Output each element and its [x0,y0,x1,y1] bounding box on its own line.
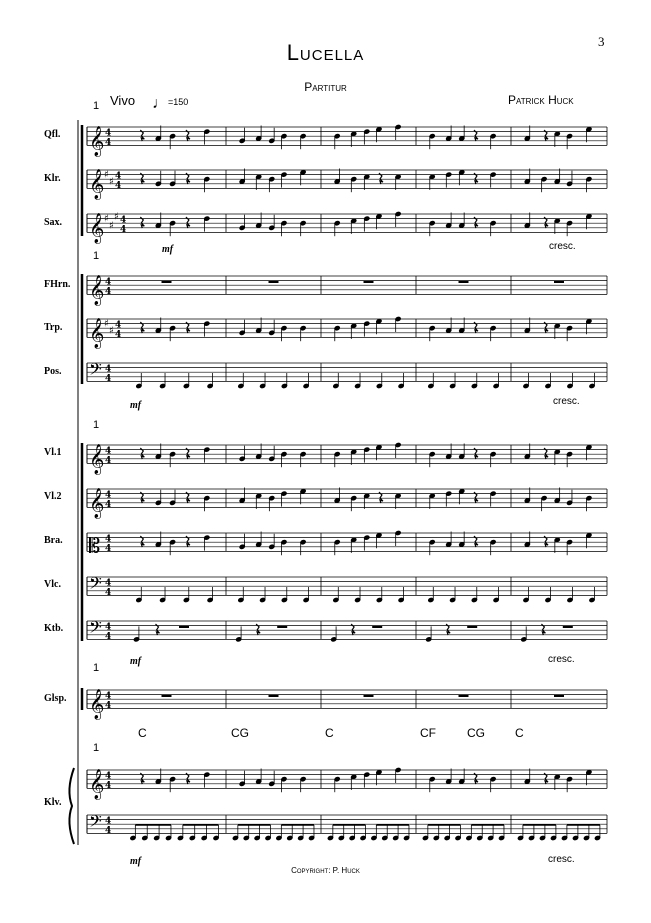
chord-symbol: CG [467,726,485,740]
whole-rest [364,695,374,697]
sharp-icon: ♯ [109,176,114,188]
whole-rest [269,695,279,697]
sharp-icon: ♯ [104,318,109,330]
sharp-icon: ♯ [104,169,109,181]
dynamic-marking: mf [130,656,142,667]
time-signature: 4 [105,137,112,148]
time-signature: 4 [105,825,112,836]
treble-clef-icon: 𝄞 [89,689,105,720]
whole-rest [563,626,573,628]
tempo-mark: ♩=150 [152,95,189,112]
time-signature: 4 [105,364,112,375]
time-signature: 4 [105,780,112,791]
bass-clef-icon: 𝄢 [89,616,102,641]
quarter-note-icon: ♩ [152,95,168,112]
whole-rest [162,281,172,283]
chord-symbol: C [515,726,524,740]
measure-number: 1 [93,742,100,754]
sharp-icon: ♯ [104,213,109,225]
time-signature: 4 [105,631,112,642]
time-signature: 4 [105,816,112,827]
instrument-name-flute: Qfl. [44,129,61,140]
instrument-name-clarinet: Klr. [44,173,61,184]
measure-number: 1 [93,662,100,674]
time-signature: 4 [105,373,112,384]
time-signature: 4 [105,700,112,711]
chord-symbol: C [138,726,147,740]
bass-clef-icon: 𝄢 [89,810,102,835]
cresc-marking: cresc. [549,241,576,252]
cresc-marking: cresc. [548,854,575,865]
bass-clef-icon: 𝄢 [89,358,102,383]
cresc-marking: cresc. [548,654,575,665]
whole-rest [372,626,382,628]
time-signature: 4 [105,490,112,501]
time-signature: 4 [105,578,112,589]
time-signature: 4 [105,587,112,598]
chord-symbol: C [325,726,334,740]
measure-number: 1 [93,250,100,262]
time-signature: 4 [105,771,112,782]
chord-symbol: CG [231,726,249,740]
measure-number: 1 [93,100,100,112]
instrument-name-viola: Bra. [44,535,63,546]
treble-clef-icon: 𝄞 [89,126,105,157]
time-signature: 4 [105,543,112,554]
time-signature: 4 [115,180,122,191]
score-title: Lucella [286,40,365,65]
time-signature: 4 [105,622,112,633]
instrument-name-cello: Vlc. [44,579,61,590]
copyright: Copyright: P. Huck [291,866,360,875]
time-signature: 4 [105,534,112,545]
instrument-name-trombone: Pos. [44,366,62,377]
dynamic-marking: mf [130,400,142,411]
time-signature: 4 [105,128,112,139]
treble-clef-icon: 𝄞 [89,769,105,800]
instrument-name-glockenspiel: Glsp. [44,693,67,704]
instrument-name-trumpet: Trp. [44,322,63,333]
whole-rest [269,281,279,283]
time-signature: 4 [105,286,112,297]
whole-rest [179,626,189,628]
instrument-name-horn: FHrn. [44,279,71,290]
time-signature: 4 [115,171,122,182]
measure-number: 1 [93,419,100,431]
whole-rest [162,695,172,697]
time-signature: 4 [120,215,127,226]
bass-clef-icon: 𝄢 [89,572,102,597]
whole-rest [554,695,564,697]
treble-clef-icon: 𝄞 [89,169,105,200]
sharp-icon: ♯ [109,325,114,337]
score-subtitle: Partitur [304,80,347,94]
dynamic-marking: mf [162,244,174,255]
chord-symbol: CF [420,726,436,740]
time-signature: 4 [115,320,122,331]
composer: Patrick Huck [508,93,574,107]
whole-rest [364,281,374,283]
whole-rest [459,695,469,697]
time-signature: 4 [105,691,112,702]
page-number: 3 [598,34,605,49]
treble-clef-icon: 𝄞 [89,444,105,475]
time-signature: 4 [105,277,112,288]
instrument-name-violin1: Vl.1 [44,447,62,458]
alto-clef-icon: 𝄡 [89,533,101,558]
instrument-name-violin2: Vl.2 [44,491,62,502]
sharp-icon: ♯ [109,220,114,232]
sharp-icon: ♯ [114,211,119,223]
instrument-name-piano: Klv. [44,797,62,808]
treble-clef-icon: 𝄞 [89,488,105,519]
time-signature: 4 [105,455,112,466]
piano-brace-icon [69,768,74,844]
time-signature: 4 [115,329,122,340]
cresc-marking: cresc. [553,396,580,407]
whole-rest [459,281,469,283]
whole-rest [467,626,477,628]
whole-rest [554,281,564,283]
instrument-name-sax: Sax. [44,217,63,228]
dynamic-marking: mf [130,856,142,867]
tempo-text: Vivo [110,93,136,108]
time-signature: 4 [120,224,127,235]
treble-clef-icon: 𝄞 [89,275,105,306]
whole-rest [277,626,287,628]
instrument-name-contrabass: Ktb. [44,623,64,634]
treble-clef-icon: 𝄞 [89,318,105,349]
treble-clef-icon: 𝄞 [89,213,105,244]
time-signature: 4 [105,446,112,457]
time-signature: 4 [105,499,112,510]
